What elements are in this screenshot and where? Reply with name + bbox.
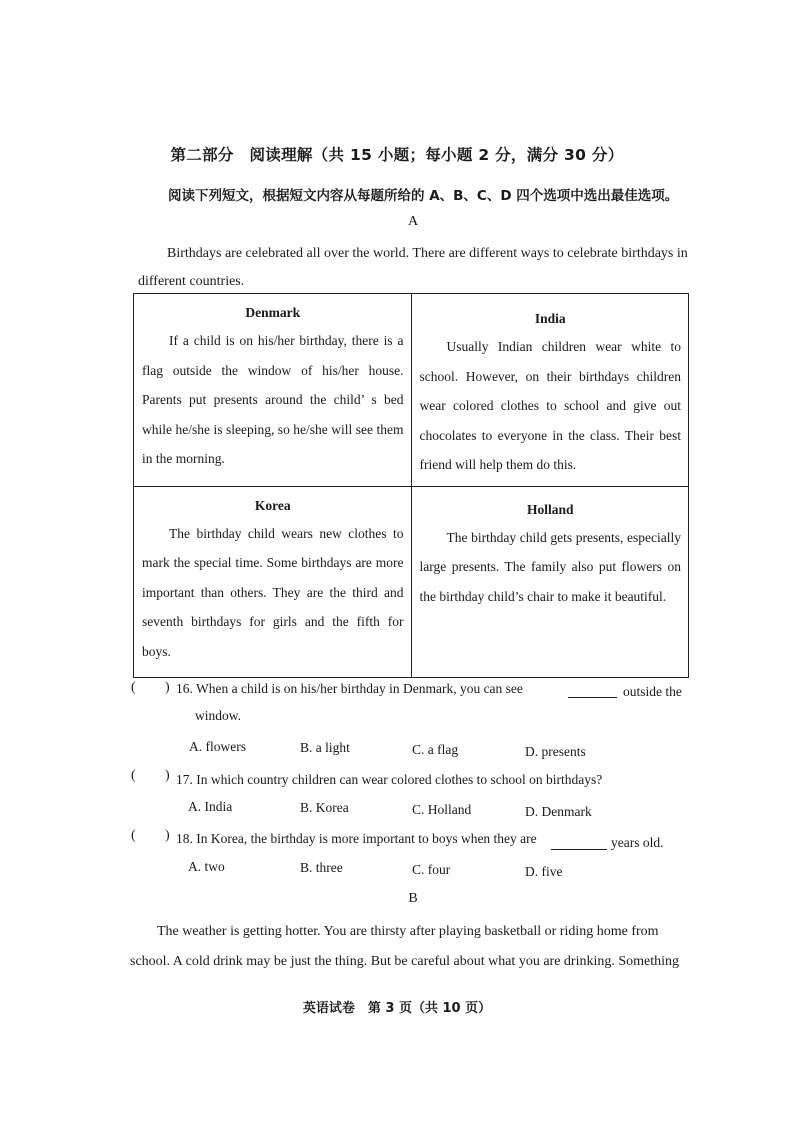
option-d: D. Denmark [525,804,592,819]
country-name: Korea [254,497,291,513]
birthday-customs-table [133,293,689,678]
passage-b-label: B [408,891,418,906]
country-cell-holland [411,486,689,677]
country-description: Usually Indian children wear white to school. However, on their birthdays children wear colored clothes to school and give out chocolates to everyone in the class. Their best friend will help them do this. [419,339,681,472]
answer-paren-close: ) [165,828,170,843]
question-stem-end: outside the [623,684,682,699]
reading-instruction: 阅读下列短文，根据短文内容从每题所给的 A、B、C、D 四个选项中选出最佳选项。 [168,188,679,204]
passage-b-text: The weather is getting hotter. You are thirsty after playing basketball or riding home from school. A cold drink may be just the thing. But be careful about what you are drinking. Something [130,924,680,969]
country-cell-korea [134,486,412,677]
option-c: C. four [412,862,451,877]
passage-a-label: A [407,214,419,229]
option-b: B. Korea [300,800,349,815]
country-name: India [534,311,566,326]
option-b: B. a light [300,740,350,755]
country-name: Denmark [245,305,301,320]
answer-paren-close: ) [165,680,170,695]
country-cell-denmark [134,294,412,487]
option-a: A. two [188,859,225,874]
question-stem-end: years old. [611,835,664,850]
option-c: C. Holland [412,802,472,817]
answer-blank [551,836,607,850]
option-b: B. three [300,860,343,875]
answer-paren-open: ( [131,768,136,783]
question-stem-line2: window. [195,708,241,723]
answer-paren-open: ( [131,828,136,843]
question-stem: 16. When a child is on his/her birthday in Denmark, you can see [176,681,523,696]
country-description: If a child is on his/her birthday, there is a flag outside the window of his/her house. Parents put presents around the child’ s bed while he/she is sleeping, so he/she will see them in the morning. [142,333,404,466]
option-a: A. India [188,799,233,814]
page-footer: 英语试卷 第 3 页（共 10 页） [302,1001,492,1016]
country-name: Holland [526,501,574,517]
question-stem: 17. In which country children can wear colored clothes to school on birthdays? [176,772,603,787]
country-cell-india [411,294,689,487]
option-a: A. flowers [189,739,246,754]
country-description: The birthday child gets presents, especially large presents. The family also put flowers on the birthday child’s chair to make it beautiful. [419,529,681,604]
answer-blank [568,684,617,698]
question-stem: 18. In Korea, the birthday is more important to boys when they are [176,831,537,846]
option-c: C. a flag [412,742,459,757]
option-d: D. five [525,864,563,879]
country-description: The birthday child wears new clothes to mark the special time. Some birthdays are more important than others. They are the third and seventh birthdays for girls and the fifth for boys. [142,525,404,659]
section-title: 第二部分 阅读理解（共 15 小题；每小题 2 分，满分 30 分） [170,146,624,164]
option-d: D. presents [525,744,586,759]
answer-paren-close: ) [165,768,170,783]
answer-paren-open: ( [131,680,136,695]
passage-a-intro: Birthdays are celebrated all over the world. There are different ways to celebrate birthdays in different countries. [138,246,688,289]
